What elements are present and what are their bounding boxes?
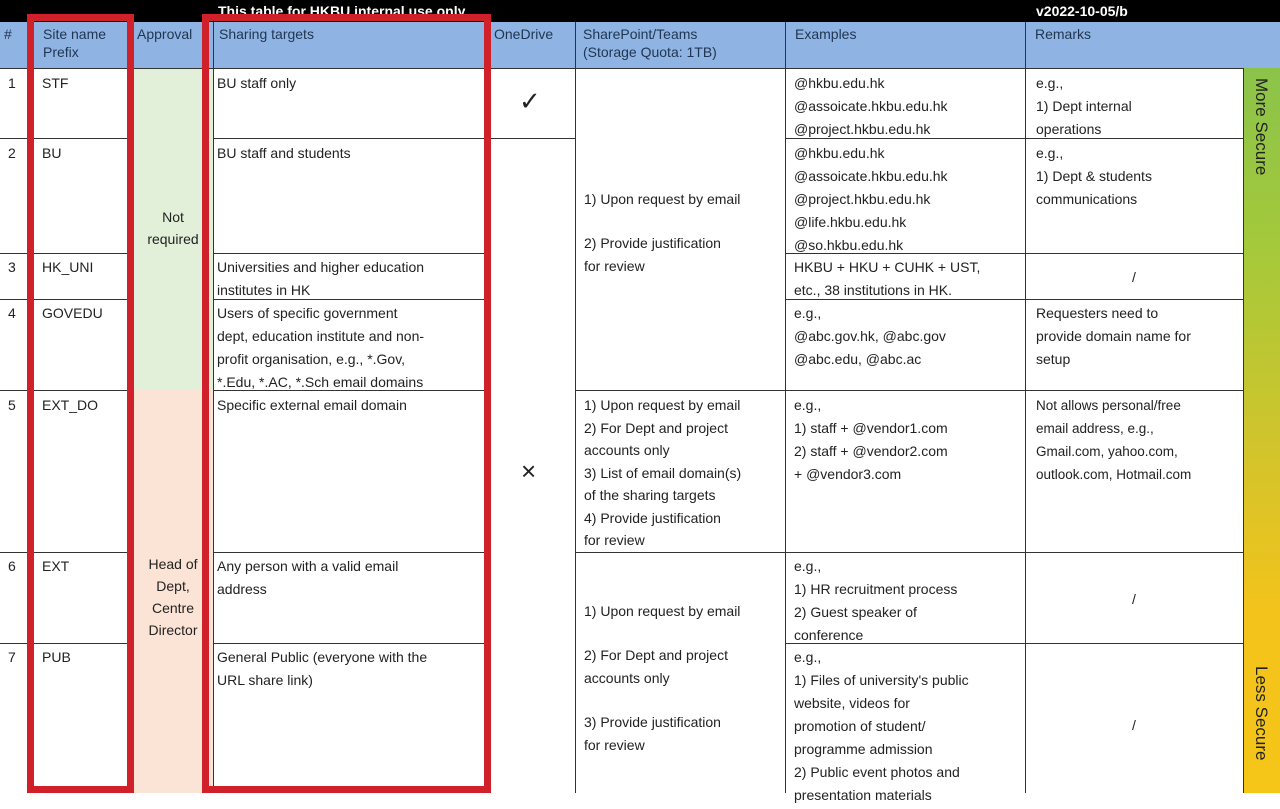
row-4-examples: e.g., @abc.gov.hk, @abc.gov @abc.edu, @abc.ac bbox=[794, 305, 946, 367]
row-3-targets: Universities and higher education institutes in HK bbox=[217, 259, 425, 298]
header-approval: Approval bbox=[133, 22, 213, 68]
row-5-examples: e.g., 1) staff + @vendor1.com 2) staff + @vendor2.com + @vendor3.com bbox=[794, 397, 948, 482]
approval-not-required-label: Not required bbox=[147, 209, 199, 247]
row-5-prefix: EXT_DO bbox=[42, 397, 99, 413]
row-1-prefix: STF bbox=[42, 75, 69, 91]
row-4-targets: Users of specific government dept, education institute and non- profit organisation, e.g., *.Gov, *.Edu, *.AC, *.Sch email domains bbox=[217, 305, 425, 390]
banner-title: This table for HKBU internal use only bbox=[218, 3, 466, 19]
row-2-num: 2 bbox=[8, 145, 16, 161]
header-prefix: Site name Prefix bbox=[33, 22, 133, 68]
sharepoint-group-2: 1) Upon request by email 2) For Dept and project accounts only 3) List of email domain(s) of the sharing targets 4) Provide justification for review bbox=[584, 397, 742, 548]
highlight-prefix-column bbox=[27, 14, 134, 793]
onedrive-yes-mark: ✓ bbox=[519, 86, 541, 116]
row-6-targets: Any person with a valid email address bbox=[217, 558, 399, 597]
row-2-prefix: BU bbox=[42, 145, 62, 161]
row-7-prefix: PUB bbox=[42, 649, 71, 665]
row-1-examples: @hkbu.edu.hk @assoicate.hkbu.edu.hk @project.hkbu.edu.hk bbox=[794, 75, 948, 137]
less-secure-label: Less Secure bbox=[1252, 666, 1271, 761]
row-4-remarks: Requesters need to provide domain name for setup bbox=[1036, 305, 1191, 367]
row-1-targets: BU staff only bbox=[217, 75, 297, 91]
row-6-num: 6 bbox=[8, 558, 16, 574]
row-5-num: 5 bbox=[8, 397, 16, 413]
row-7-remarks: / bbox=[1132, 717, 1136, 733]
row-1-remarks: e.g., 1) Dept internal operations bbox=[1036, 75, 1132, 137]
row-3-prefix: HK_UNI bbox=[42, 259, 94, 275]
sharepoint-group-1: 1) Upon request by email 2) Provide justification for review bbox=[584, 191, 741, 274]
row-6-remarks: / bbox=[1132, 591, 1136, 607]
row-5-targets: Specific external email domain bbox=[217, 397, 407, 413]
row-5-remarks: Not allows personal/free email address, e.g., Gmail.com, yahoo.com, outlook.com, Hotmail.com bbox=[1036, 398, 1192, 482]
row-3-examples: HKBU + HKU + CUHK + UST, etc., 38 institutions in HK. bbox=[794, 259, 981, 298]
row-6-prefix: EXT bbox=[42, 558, 70, 574]
row-7-targets: General Public (everyone with the URL share link) bbox=[217, 649, 428, 688]
header-targets: Sharing targets bbox=[213, 22, 490, 68]
more-secure-label: More Secure bbox=[1252, 78, 1271, 176]
header-examples: Examples bbox=[785, 22, 1025, 68]
row-2-targets: BU staff and students bbox=[217, 145, 351, 161]
header-sharepoint: SharePoint/Teams (Storage Quota: 1TB) bbox=[575, 22, 785, 68]
highlight-targets-column bbox=[202, 14, 491, 793]
version-label: v2022-10-05/b bbox=[1036, 3, 1128, 19]
sharepoint-group-3: 1) Upon request by email 2) For Dept and project accounts only 3) Provide justification for review bbox=[584, 603, 741, 753]
approval-head-of-dept-label: Head of Dept, Centre Director bbox=[148, 556, 198, 638]
row-4-num: 4 bbox=[8, 305, 16, 321]
top-banner bbox=[0, 0, 1280, 22]
header-remarks: Remarks bbox=[1025, 22, 1280, 68]
header-num: # bbox=[0, 22, 33, 68]
row-3-num: 3 bbox=[8, 259, 16, 275]
row-3-remarks: / bbox=[1132, 269, 1136, 285]
row-6-examples: e.g., 1) HR recruitment process 2) Guest speaker of conference bbox=[794, 558, 958, 643]
row-2-examples: @hkbu.edu.hk @assoicate.hkbu.edu.hk @project.hkbu.edu.hk @life.hkbu.edu.hk @so.hkbu.edu.hk bbox=[794, 145, 948, 253]
onedrive-no-mark: × bbox=[521, 456, 537, 486]
row-4-prefix: GOVEDU bbox=[42, 305, 103, 321]
header-onedrive: OneDrive bbox=[490, 22, 575, 68]
row-1-num: 1 bbox=[8, 75, 16, 91]
row-7-num: 7 bbox=[8, 649, 16, 665]
row-7-examples: e.g., 1) Files of university's public website, videos for promotion of student/ programme admission 2) Public event photos and presentation materials bbox=[794, 649, 969, 803]
row-2-remarks: e.g., 1) Dept & students communications bbox=[1036, 145, 1152, 207]
